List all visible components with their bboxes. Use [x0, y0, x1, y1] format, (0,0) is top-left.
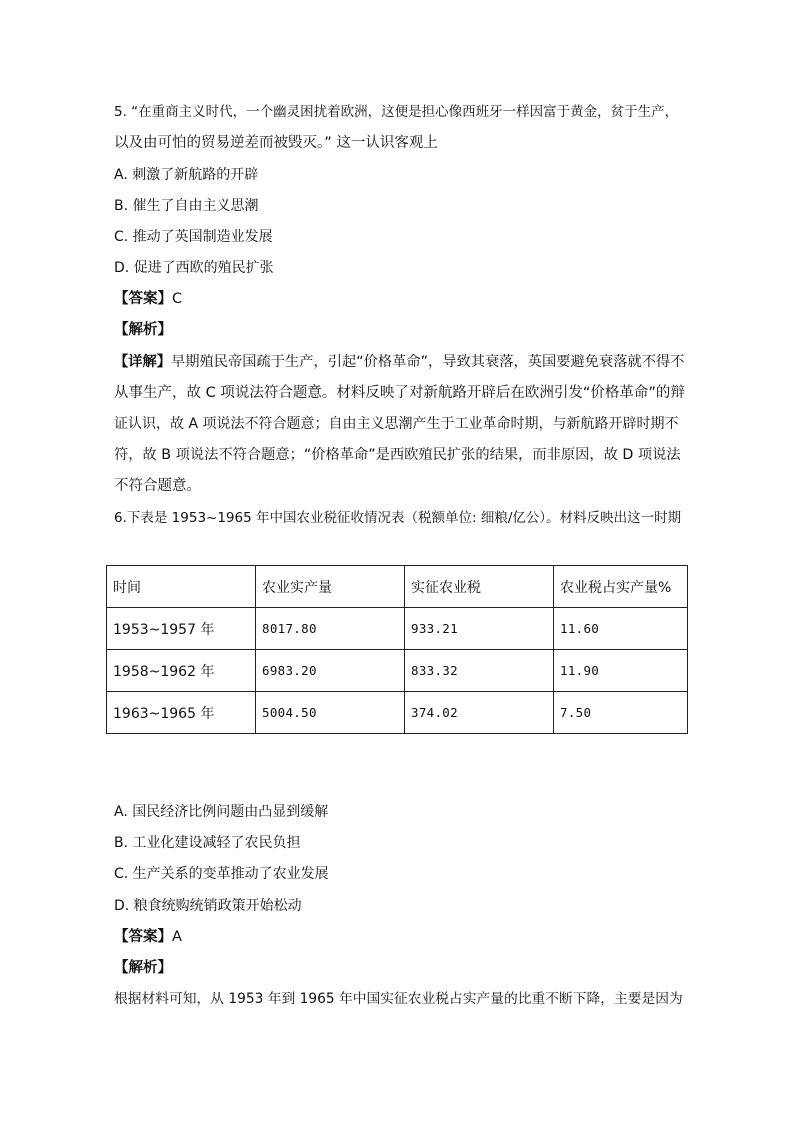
q5-detail-text-1: 早期殖民帝国疏于生产，引起“价格革命”，导致其衰落，英国要避免衰落就不得不: [171, 354, 685, 370]
table-cell-period: 1958~1962 年: [107, 650, 256, 692]
table-header-row: [107, 566, 688, 608]
q5-option-d: D. 促进了西欧的殖民扩张: [114, 260, 274, 276]
q6-analysis-line: 根据材料可知，从 1953 年到 1965 年中国实征农业税占实产量的比重不断下降，主要是因为: [114, 991, 683, 1007]
agri-tax-table: [106, 565, 688, 734]
table-cell-ratio: 11.60: [554, 608, 688, 650]
q6-answer-value: A: [172, 929, 182, 945]
table-row: [107, 692, 688, 734]
q5-answer-value: C: [172, 291, 183, 307]
q5-stem-line-1: 5. “在重商主义时代，一个幽灵困扰着欧洲，这便是担心像西班牙一样因富于黄金，贫于生产，: [114, 104, 679, 120]
table-cell-output: 6983.20: [256, 650, 405, 692]
q5-detail-line-1: [114, 352, 685, 372]
q5-option-c: C. 推动了英国制造业发展: [114, 229, 273, 245]
table-header-cell: 实征农业税: [405, 566, 554, 608]
q5-detail-line-5: 不符合题意。: [114, 478, 201, 494]
table-cell-output: 5004.50: [256, 692, 405, 734]
table-cell-ratio: 11.90: [554, 650, 688, 692]
table-header-cell: 农业税占实产量%: [554, 566, 688, 608]
table-cell-ratio: 7.50: [554, 692, 688, 734]
table-cell-tax: 833.32: [405, 650, 554, 692]
q5-stem-line-2: 以及由可怕的贸易逆差而被毁灭。” 这一认识客观上: [114, 135, 438, 151]
q6-option-a: A. 国民经济比例问题由凸显到缓解: [114, 804, 329, 820]
table-cell-tax: 933.21: [405, 608, 554, 650]
q5-detail-line-4: 符，故 B 项说法不符合题意；“价格革命”是西欧殖民扩张的结果，而非原因，故 D 项说法: [114, 447, 681, 463]
table-cell-period: 1953~1957 年: [107, 608, 256, 650]
q6-option-b: B. 工业化建设减轻了农民负担: [114, 835, 301, 851]
table-cell-period: 1963~1965 年: [107, 692, 256, 734]
q6-answer-label: 【答案】: [114, 929, 172, 945]
q6-option-d: D. 粮食统购统销政策开始松动: [114, 898, 302, 914]
q6-analysis-label: 【解析】: [114, 960, 172, 976]
q5-option-a: A. 刺激了新航路的开辟: [114, 167, 259, 183]
q6-option-c: C. 生产关系的变革推动了农业发展: [114, 866, 329, 882]
q5-answer: [114, 289, 182, 309]
q5-detail-label: 【详解】: [114, 354, 172, 370]
q5-detail-line-2: 从事生产，故 C 项说法符合题意。材料反映了对新航路开辟后在欧洲引发“价格革命”的辩: [114, 385, 685, 401]
table-row: [107, 608, 688, 650]
q5-analysis-label: 【解析】: [114, 322, 172, 338]
q5-answer-label: 【答案】: [114, 291, 172, 307]
table-cell-output: 8017.80: [256, 608, 405, 650]
table-row: [107, 650, 688, 692]
table-header-cell: 时间: [107, 566, 256, 608]
q5-option-b: B. 催生了自由主义思潮: [114, 198, 259, 214]
table-header-cell: 农业实产量: [256, 566, 405, 608]
q5-detail-line-3: 证认识，故 A 项说法不符合题意；自由主义思潮产生于工业革命时期，与新航路开辟时期不: [114, 416, 679, 432]
table-cell-tax: 374.02: [405, 692, 554, 734]
q6-answer: [114, 927, 182, 947]
q6-stem: 6.下表是 1953~1965 年中国农业税征收情况表（税额单位: 细粮/亿公）。材料反映出这一时期: [114, 510, 682, 526]
